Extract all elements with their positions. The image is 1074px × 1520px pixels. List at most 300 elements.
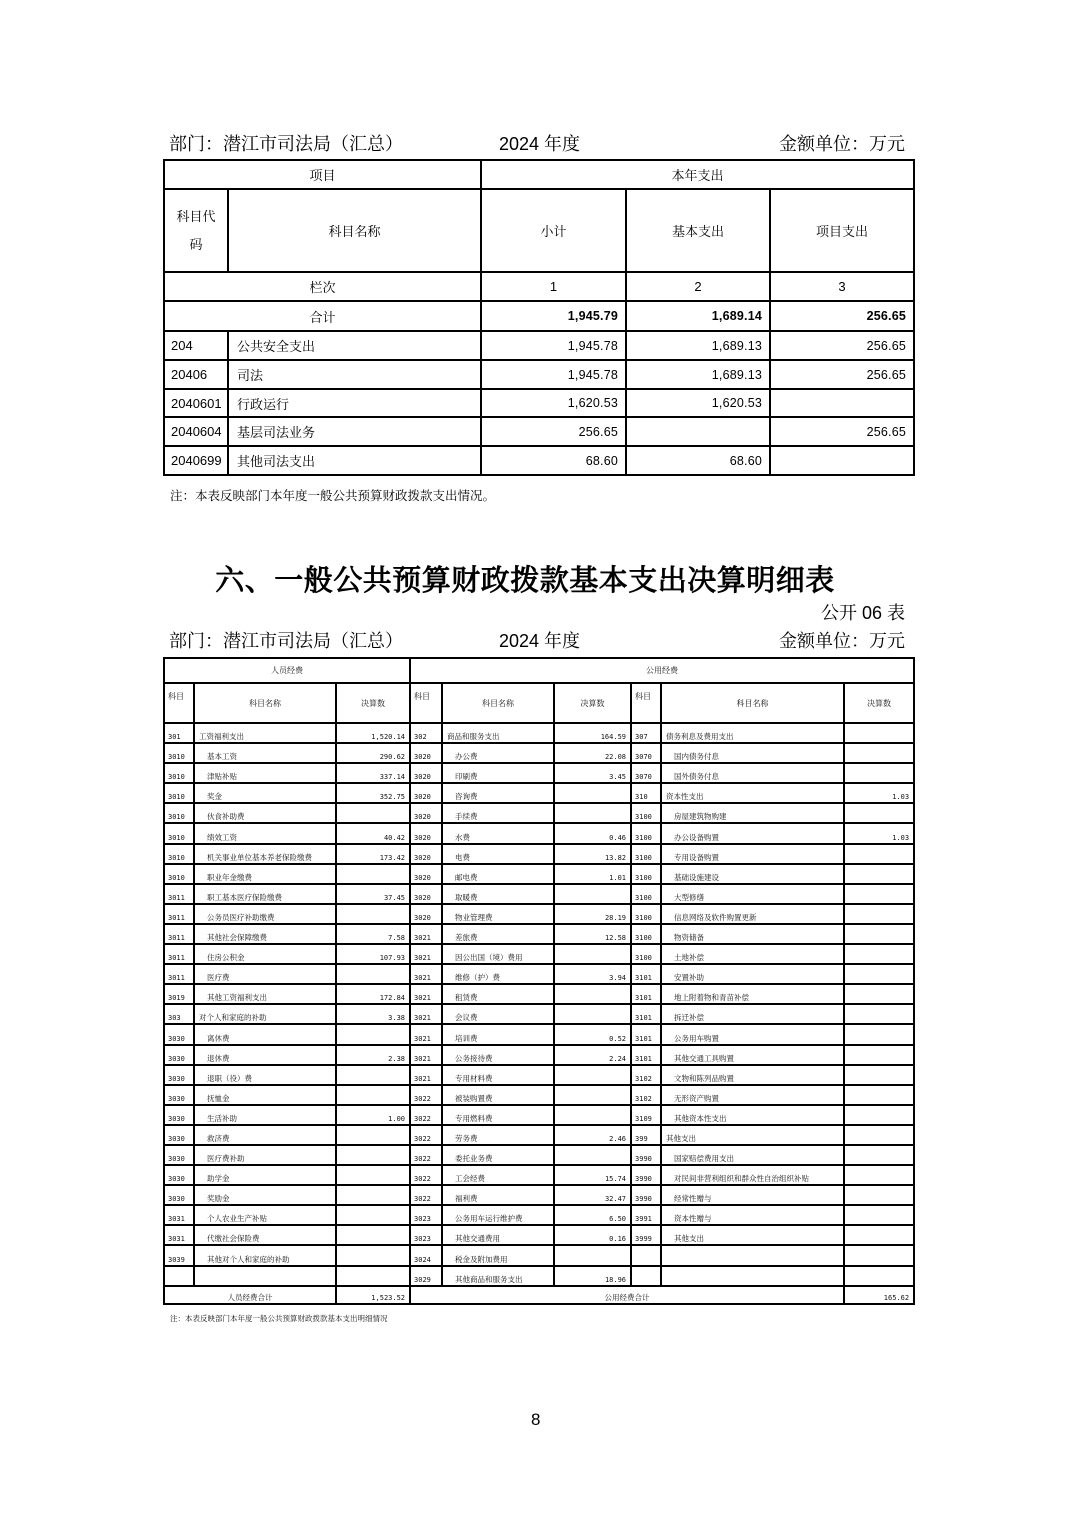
- amount-unit-label: 金额单位：万元: [779, 134, 905, 154]
- row-subtotal: 1,945.78: [481, 360, 626, 389]
- public-header: 公用经费: [410, 658, 914, 683]
- capital-other-amount-cell: [844, 1145, 914, 1165]
- goods-services-amount-cell: [554, 1145, 631, 1165]
- index-row: [164, 272, 914, 301]
- detail-header: [163, 629, 913, 653]
- capital-other-code-cell: 3100: [631, 904, 661, 924]
- capital-other-code-cell: [631, 1266, 661, 1286]
- goods-services-amount-cell: 164.59: [554, 723, 631, 743]
- table-row: [164, 904, 914, 924]
- goods-services-amount-cell: 13.82: [554, 844, 631, 864]
- table-row: [164, 743, 914, 763]
- capital-other-name-cell: 专用设备购置: [661, 844, 844, 864]
- row-subtotal: 1,620.53: [481, 389, 626, 417]
- table-row: [164, 1065, 914, 1085]
- row-project: 256.65: [770, 360, 914, 389]
- goods-services-name-cell: 咨询费: [442, 783, 554, 803]
- personnel-amount-cell: 3.38: [336, 1004, 410, 1024]
- goods-services-code-cell: 3022: [410, 1085, 442, 1105]
- goods-services-code-cell: 3020: [410, 904, 442, 924]
- capital-other-amount-cell: [844, 984, 914, 1004]
- personnel-amount-cell: 290.62: [336, 743, 410, 763]
- personnel-code-cell: 3030: [164, 1165, 194, 1185]
- goods-services-amount-cell: 2.46: [554, 1125, 631, 1145]
- total-subtotal: 1,945.79: [481, 301, 626, 331]
- col-basic-header: 基本支出: [626, 189, 770, 272]
- personnel-code-cell: 3011: [164, 964, 194, 984]
- capital-other-amount-cell: [844, 844, 914, 864]
- personnel-name-cell: 助学金: [194, 1165, 336, 1185]
- capital-other-name-cell: 信息网络及软件购置更新: [661, 904, 844, 924]
- goods-services-amount-cell: 12.58: [554, 924, 631, 944]
- capital-other-name-cell: 债务利息及费用支出: [661, 723, 844, 743]
- table-number: 公开 06 表: [820, 603, 905, 623]
- row-project: [770, 446, 914, 475]
- goods-services-code-cell: 3020: [410, 763, 442, 783]
- goods-services-amount-cell: [554, 803, 631, 823]
- goods-services-code-cell: 3022: [410, 1185, 442, 1205]
- personnel-code-cell: 3030: [164, 1185, 194, 1205]
- col-name-header: 科目名称: [661, 683, 844, 723]
- personnel-name-cell: 工资福利支出: [194, 723, 336, 743]
- capital-other-amount-cell: [844, 924, 914, 944]
- capital-other-code-cell: 3070: [631, 743, 661, 763]
- personnel-name-cell: 其他对个人和家庭的补助: [194, 1245, 336, 1265]
- goods-services-name-cell: 手续费: [442, 803, 554, 823]
- capital-other-code-cell: 3100: [631, 884, 661, 904]
- capital-other-name-cell: 国外债务付息: [661, 763, 844, 783]
- capital-other-amount-cell: [844, 884, 914, 904]
- row-project: 256.65: [770, 417, 914, 446]
- capital-other-code-cell: 3100: [631, 924, 661, 944]
- col-code-header: 科目: [164, 683, 194, 723]
- capital-other-amount-cell: 1.03: [844, 823, 914, 843]
- capital-other-amount-cell: [844, 723, 914, 743]
- row-code: 20406: [164, 360, 228, 389]
- col-subtotal-header: 小计: [481, 189, 626, 272]
- capital-other-name-cell: 经常性赠与: [661, 1185, 844, 1205]
- personnel-total-label: 人员经费合计: [164, 1286, 336, 1304]
- capital-other-code-cell: 3100: [631, 844, 661, 864]
- capital-other-name-cell: 公务用车购置: [661, 1024, 844, 1044]
- personnel-name-cell: 绩效工资: [194, 823, 336, 843]
- amount-unit-label: 金额单位：万元: [779, 631, 905, 651]
- capital-other-name-cell: 房屋建筑物购建: [661, 803, 844, 823]
- goods-services-name-cell: 因公出国（境）费用: [442, 944, 554, 964]
- index-label: 栏次: [164, 272, 481, 301]
- public-total-amount: 165.62: [844, 1286, 914, 1304]
- capital-other-name-cell: 国内债务付息: [661, 743, 844, 763]
- goods-services-code-cell: 3020: [410, 743, 442, 763]
- col-name-header: 科目名称: [442, 683, 554, 723]
- table-row: [164, 1105, 914, 1125]
- table-row: [164, 1145, 914, 1165]
- row-name: 行政运行: [228, 389, 481, 417]
- summary-header: [163, 132, 913, 156]
- personnel-code-cell: 3019: [164, 984, 194, 1004]
- personnel-name-cell: 机关事业单位基本养老保险缴费: [194, 844, 336, 864]
- row-project: [770, 389, 914, 417]
- personnel-amount-cell: [336, 1165, 410, 1185]
- row-name: 其他司法支出: [228, 446, 481, 475]
- personnel-name-cell: 奖金: [194, 783, 336, 803]
- capital-other-code-cell: 3100: [631, 864, 661, 884]
- goods-services-name-cell: 工会经费: [442, 1165, 554, 1185]
- capital-other-name-cell: 其他支出: [661, 1225, 844, 1245]
- capital-other-amount-cell: [844, 1024, 914, 1044]
- table-row: [164, 884, 914, 904]
- department-label: 部门：潜江市司法局（汇总）: [169, 631, 403, 651]
- goods-services-name-cell: 电费: [442, 844, 554, 864]
- goods-services-amount-cell: [554, 1065, 631, 1085]
- goods-services-name-cell: 专用燃料费: [442, 1105, 554, 1125]
- capital-other-name-cell: 其他交通工具购置: [661, 1045, 844, 1065]
- personnel-code-cell: 3011: [164, 884, 194, 904]
- goods-services-name-cell: 会议费: [442, 1004, 554, 1024]
- personnel-code-cell: 3010: [164, 844, 194, 864]
- department-label: 部门：潜江市司法局（汇总）: [169, 134, 403, 154]
- capital-other-code-cell: 3101: [631, 984, 661, 1004]
- goods-services-code-cell: 3021: [410, 944, 442, 964]
- capital-other-amount-cell: [844, 904, 914, 924]
- goods-services-name-cell: 水费: [442, 823, 554, 843]
- section-title: 六、一般公共预算财政拨款基本支出决算明细表: [215, 565, 835, 597]
- detail-body: [164, 723, 914, 1286]
- personnel-amount-cell: 172.84: [336, 984, 410, 1004]
- personnel-code-cell: 3010: [164, 763, 194, 783]
- capital-other-name-cell: 地上附着物和青苗补偿: [661, 984, 844, 1004]
- detail-note: 注：本表反映部门本年度一般公共预算财政拨款基本支出明细情况: [170, 1314, 388, 1323]
- capital-other-code-cell: 3100: [631, 823, 661, 843]
- personnel-code-cell: 3011: [164, 944, 194, 964]
- table-row: [164, 1205, 914, 1225]
- capital-other-name-cell: [661, 1245, 844, 1265]
- row-subtotal: 256.65: [481, 417, 626, 446]
- summary-note: 注：本表反映部门本年度一般公共预算财政拨款支出情况。: [170, 489, 496, 503]
- personnel-name-cell: 职业年金缴费: [194, 864, 336, 884]
- capital-other-name-cell: 大型修缮: [661, 884, 844, 904]
- capital-other-name-cell: 土地补偿: [661, 944, 844, 964]
- goods-services-code-cell: 3022: [410, 1145, 442, 1165]
- capital-other-amount-cell: [844, 1125, 914, 1145]
- col-code-header: 科目: [410, 683, 442, 723]
- goods-services-code-cell: 3022: [410, 1125, 442, 1145]
- capital-other-code-cell: 399: [631, 1125, 661, 1145]
- personnel-code-cell: 3030: [164, 1045, 194, 1065]
- table-row: [164, 1266, 914, 1286]
- capital-other-name-cell: [661, 1266, 844, 1286]
- total-row: [164, 301, 914, 331]
- personnel-name-cell: 职工基本医疗保险缴费: [194, 884, 336, 904]
- goods-services-code-cell: 302: [410, 723, 442, 743]
- goods-services-code-cell: 3020: [410, 864, 442, 884]
- table-row: [164, 924, 914, 944]
- capital-other-name-cell: 资本性支出: [661, 783, 844, 803]
- table-row: [164, 1245, 914, 1265]
- goods-services-code-cell: 3029: [410, 1266, 442, 1286]
- basic-expenditure-detail-table: [163, 657, 915, 1305]
- table-row: [164, 964, 914, 984]
- personnel-name-cell: [194, 1266, 336, 1286]
- capital-other-code-cell: 3990: [631, 1145, 661, 1165]
- goods-services-code-cell: 3021: [410, 1045, 442, 1065]
- row-basic: [626, 417, 770, 446]
- row-basic: 1,620.53: [626, 389, 770, 417]
- personnel-amount-cell: [336, 904, 410, 924]
- goods-services-name-cell: 税金及附加费用: [442, 1245, 554, 1265]
- goods-services-name-cell: 印刷费: [442, 763, 554, 783]
- personnel-name-cell: 对个人和家庭的补助: [194, 1004, 336, 1024]
- col-code-header: [164, 189, 228, 272]
- goods-services-name-cell: 被装购置费: [442, 1085, 554, 1105]
- personnel-amount-cell: [336, 1266, 410, 1286]
- capital-other-name-cell: 基础设施建设: [661, 864, 844, 884]
- row-code: 2040601: [164, 389, 228, 417]
- personnel-amount-cell: 173.42: [336, 844, 410, 864]
- capital-other-amount-cell: [844, 1065, 914, 1085]
- capital-other-name-cell: 安置补助: [661, 964, 844, 984]
- personnel-amount-cell: [336, 1245, 410, 1265]
- col-code-header: 科目: [631, 683, 661, 723]
- goods-services-code-cell: 3020: [410, 844, 442, 864]
- table-row: [164, 1165, 914, 1185]
- personnel-name-cell: 抚恤金: [194, 1085, 336, 1105]
- col-amount-header: 决算数: [554, 683, 631, 723]
- personnel-amount-cell: [336, 1024, 410, 1044]
- personnel-name-cell: 伙食补助费: [194, 803, 336, 823]
- personnel-name-cell: 津贴补贴: [194, 763, 336, 783]
- personnel-amount-cell: [336, 864, 410, 884]
- row-subtotal: 68.60: [481, 446, 626, 475]
- capital-other-name-cell: 其他支出: [661, 1125, 844, 1145]
- goods-services-code-cell: 3020: [410, 823, 442, 843]
- col-amount-header: 决算数: [336, 683, 410, 723]
- personnel-code-cell: 3030: [164, 1105, 194, 1125]
- personnel-amount-cell: 37.45: [336, 884, 410, 904]
- goods-services-amount-cell: 15.74: [554, 1165, 631, 1185]
- row-code: 2040699: [164, 446, 228, 475]
- capital-other-code-cell: 310: [631, 783, 661, 803]
- capital-other-code-cell: 3999: [631, 1225, 661, 1245]
- personnel-code-cell: 3030: [164, 1125, 194, 1145]
- capital-other-amount-cell: [844, 1225, 914, 1245]
- personnel-code-cell: 3030: [164, 1024, 194, 1044]
- goods-services-code-cell: 3021: [410, 924, 442, 944]
- capital-other-name-cell: 文物和陈列品购置: [661, 1065, 844, 1085]
- personnel-amount-cell: 352.75: [336, 783, 410, 803]
- table-row: [164, 1045, 914, 1065]
- goods-services-amount-cell: 0.16: [554, 1225, 631, 1245]
- personnel-amount-cell: 1,520.14: [336, 723, 410, 743]
- table-row: [164, 1024, 914, 1044]
- personnel-amount-cell: [336, 964, 410, 984]
- goods-services-code-cell: 3020: [410, 783, 442, 803]
- capital-other-name-cell: 无形资产购置: [661, 1085, 844, 1105]
- col-code-text: 科目代码: [176, 208, 216, 252]
- personnel-code-cell: 3010: [164, 823, 194, 843]
- goods-services-name-cell: 公务用车运行维护费: [442, 1205, 554, 1225]
- capital-other-name-cell: 其他资本性支出: [661, 1105, 844, 1125]
- personnel-name-cell: 医疗费补助: [194, 1145, 336, 1165]
- row-name: 基层司法业务: [228, 417, 481, 446]
- table-row: [164, 417, 914, 446]
- capital-other-amount-cell: [844, 1004, 914, 1024]
- goods-services-code-cell: 3021: [410, 1024, 442, 1044]
- personnel-name-cell: 住房公积金: [194, 944, 336, 964]
- personnel-name-cell: 代缴社会保险费: [194, 1225, 336, 1245]
- personnel-code-cell: 3010: [164, 803, 194, 823]
- personnel-code-cell: 303: [164, 1004, 194, 1024]
- personnel-amount-cell: [336, 1065, 410, 1085]
- personnel-name-cell: 其他社会保障缴费: [194, 924, 336, 944]
- row-code: 2040604: [164, 417, 228, 446]
- table-row: [164, 1004, 914, 1024]
- row-basic: 1,689.13: [626, 360, 770, 389]
- expenditure-summary-table: [163, 159, 915, 476]
- goods-services-name-cell: 其他商品和服务支出: [442, 1266, 554, 1286]
- personnel-name-cell: 救济费: [194, 1125, 336, 1145]
- goods-services-amount-cell: 18.96: [554, 1266, 631, 1286]
- goods-services-name-cell: 培训费: [442, 1024, 554, 1044]
- row-name: 司法: [228, 360, 481, 389]
- table-row: [164, 360, 914, 389]
- capital-other-name-cell: 拆迁补偿: [661, 1004, 844, 1024]
- table-row: [164, 1125, 914, 1145]
- header-current-year: 本年支出: [481, 160, 914, 189]
- totals-row: [164, 1286, 914, 1304]
- goods-services-name-cell: 物业管理费: [442, 904, 554, 924]
- goods-services-amount-cell: 6.50: [554, 1205, 631, 1225]
- capital-other-amount-cell: [844, 1165, 914, 1185]
- capital-other-code-cell: 3102: [631, 1065, 661, 1085]
- goods-services-name-cell: 劳务费: [442, 1125, 554, 1145]
- goods-services-amount-cell: [554, 1105, 631, 1125]
- personnel-name-cell: 公务员医疗补助缴费: [194, 904, 336, 924]
- capital-other-code-cell: 3990: [631, 1185, 661, 1205]
- column-header-row: [164, 683, 914, 723]
- personnel-amount-cell: [336, 1145, 410, 1165]
- goods-services-name-cell: 委托业务费: [442, 1145, 554, 1165]
- capital-other-name-cell: 资本性赠与: [661, 1205, 844, 1225]
- col-project-header: 项目支出: [770, 189, 914, 272]
- personnel-code-cell: 3011: [164, 924, 194, 944]
- personnel-amount-cell: 1.00: [336, 1105, 410, 1125]
- goods-services-code-cell: 3022: [410, 1105, 442, 1125]
- personnel-name-cell: 生活补助: [194, 1105, 336, 1125]
- personnel-amount-cell: [336, 803, 410, 823]
- col-name-header: 科目名称: [194, 683, 336, 723]
- table-row: [164, 331, 914, 360]
- goods-services-name-cell: 专用材料费: [442, 1065, 554, 1085]
- total-basic: 1,689.14: [626, 301, 770, 331]
- capital-other-amount-cell: [844, 803, 914, 823]
- personnel-code-cell: 3030: [164, 1085, 194, 1105]
- capital-other-name-cell: 对民间非营利组织和群众性自治组织补贴: [661, 1165, 844, 1185]
- goods-services-amount-cell: [554, 1004, 631, 1024]
- personnel-amount-cell: 7.58: [336, 924, 410, 944]
- capital-other-amount-cell: [844, 1266, 914, 1286]
- goods-services-name-cell: 取暖费: [442, 884, 554, 904]
- goods-services-code-cell: 3023: [410, 1225, 442, 1245]
- capital-other-code-cell: 3101: [631, 1024, 661, 1044]
- personnel-amount-cell: [336, 1205, 410, 1225]
- header-row: [164, 160, 914, 189]
- group-header-row: [164, 658, 914, 683]
- index-2: 2: [626, 272, 770, 301]
- table-row: [164, 984, 914, 1004]
- personnel-name-cell: 离休费: [194, 1024, 336, 1044]
- goods-services-amount-cell: [554, 944, 631, 964]
- personnel-code-cell: 3031: [164, 1225, 194, 1245]
- goods-services-name-cell: 差旅费: [442, 924, 554, 944]
- goods-services-code-cell: 3021: [410, 1065, 442, 1085]
- personnel-amount-cell: [336, 1085, 410, 1105]
- personnel-code-cell: 3010: [164, 743, 194, 763]
- capital-other-amount-cell: [844, 1245, 914, 1265]
- goods-services-amount-cell: [554, 1245, 631, 1265]
- personnel-name-cell: 退职（役）费: [194, 1065, 336, 1085]
- table-row: [164, 864, 914, 884]
- capital-other-code-cell: 3070: [631, 763, 661, 783]
- goods-services-name-cell: 租赁费: [442, 984, 554, 1004]
- capital-other-amount-cell: [844, 743, 914, 763]
- capital-other-code-cell: 3101: [631, 1004, 661, 1024]
- personnel-amount-cell: 107.93: [336, 944, 410, 964]
- table-row: [164, 446, 914, 475]
- goods-services-amount-cell: 0.46: [554, 823, 631, 843]
- capital-other-amount-cell: [844, 1105, 914, 1125]
- capital-other-code-cell: 3100: [631, 944, 661, 964]
- table-row: [164, 803, 914, 823]
- page-number: 8: [531, 1410, 541, 1429]
- goods-services-code-cell: 3020: [410, 884, 442, 904]
- personnel-code-cell: 3039: [164, 1245, 194, 1265]
- capital-other-amount-cell: 1.03: [844, 783, 914, 803]
- row-project: 256.65: [770, 331, 914, 360]
- capital-other-amount-cell: [844, 964, 914, 984]
- goods-services-amount-cell: 28.19: [554, 904, 631, 924]
- capital-other-name-cell: 办公设备购置: [661, 823, 844, 843]
- header-item: 项目: [164, 160, 481, 189]
- fiscal-year-label: 2024 年度: [499, 631, 581, 651]
- personnel-amount-cell: 2.38: [336, 1045, 410, 1065]
- personnel-amount-cell: 40.42: [336, 823, 410, 843]
- personnel-name-cell: 个人农业生产补贴: [194, 1205, 336, 1225]
- goods-services-code-cell: 3022: [410, 1165, 442, 1185]
- table-row: [164, 1185, 914, 1205]
- table-row: [164, 723, 914, 743]
- fiscal-year-label: 2024 年度: [499, 134, 581, 154]
- goods-services-amount-cell: [554, 884, 631, 904]
- goods-services-name-cell: 办公费: [442, 743, 554, 763]
- personnel-name-cell: 基本工资: [194, 743, 336, 763]
- capital-other-amount-cell: [844, 763, 914, 783]
- personnel-code-cell: 3030: [164, 1145, 194, 1165]
- capital-other-amount-cell: [844, 1185, 914, 1205]
- total-project: 256.65: [770, 301, 914, 331]
- row-basic: 68.60: [626, 446, 770, 475]
- goods-services-code-cell: 3021: [410, 964, 442, 984]
- goods-services-name-cell: 公务接待费: [442, 1045, 554, 1065]
- goods-services-code-cell: 3020: [410, 803, 442, 823]
- capital-other-code-cell: 3101: [631, 1045, 661, 1065]
- col-name-header: 科目名称: [228, 189, 481, 272]
- capital-other-code-cell: 307: [631, 723, 661, 743]
- personnel-code-cell: [164, 1266, 194, 1286]
- personnel-code-cell: 3011: [164, 904, 194, 924]
- goods-services-amount-cell: [554, 984, 631, 1004]
- personnel-name-cell: 退休费: [194, 1045, 336, 1065]
